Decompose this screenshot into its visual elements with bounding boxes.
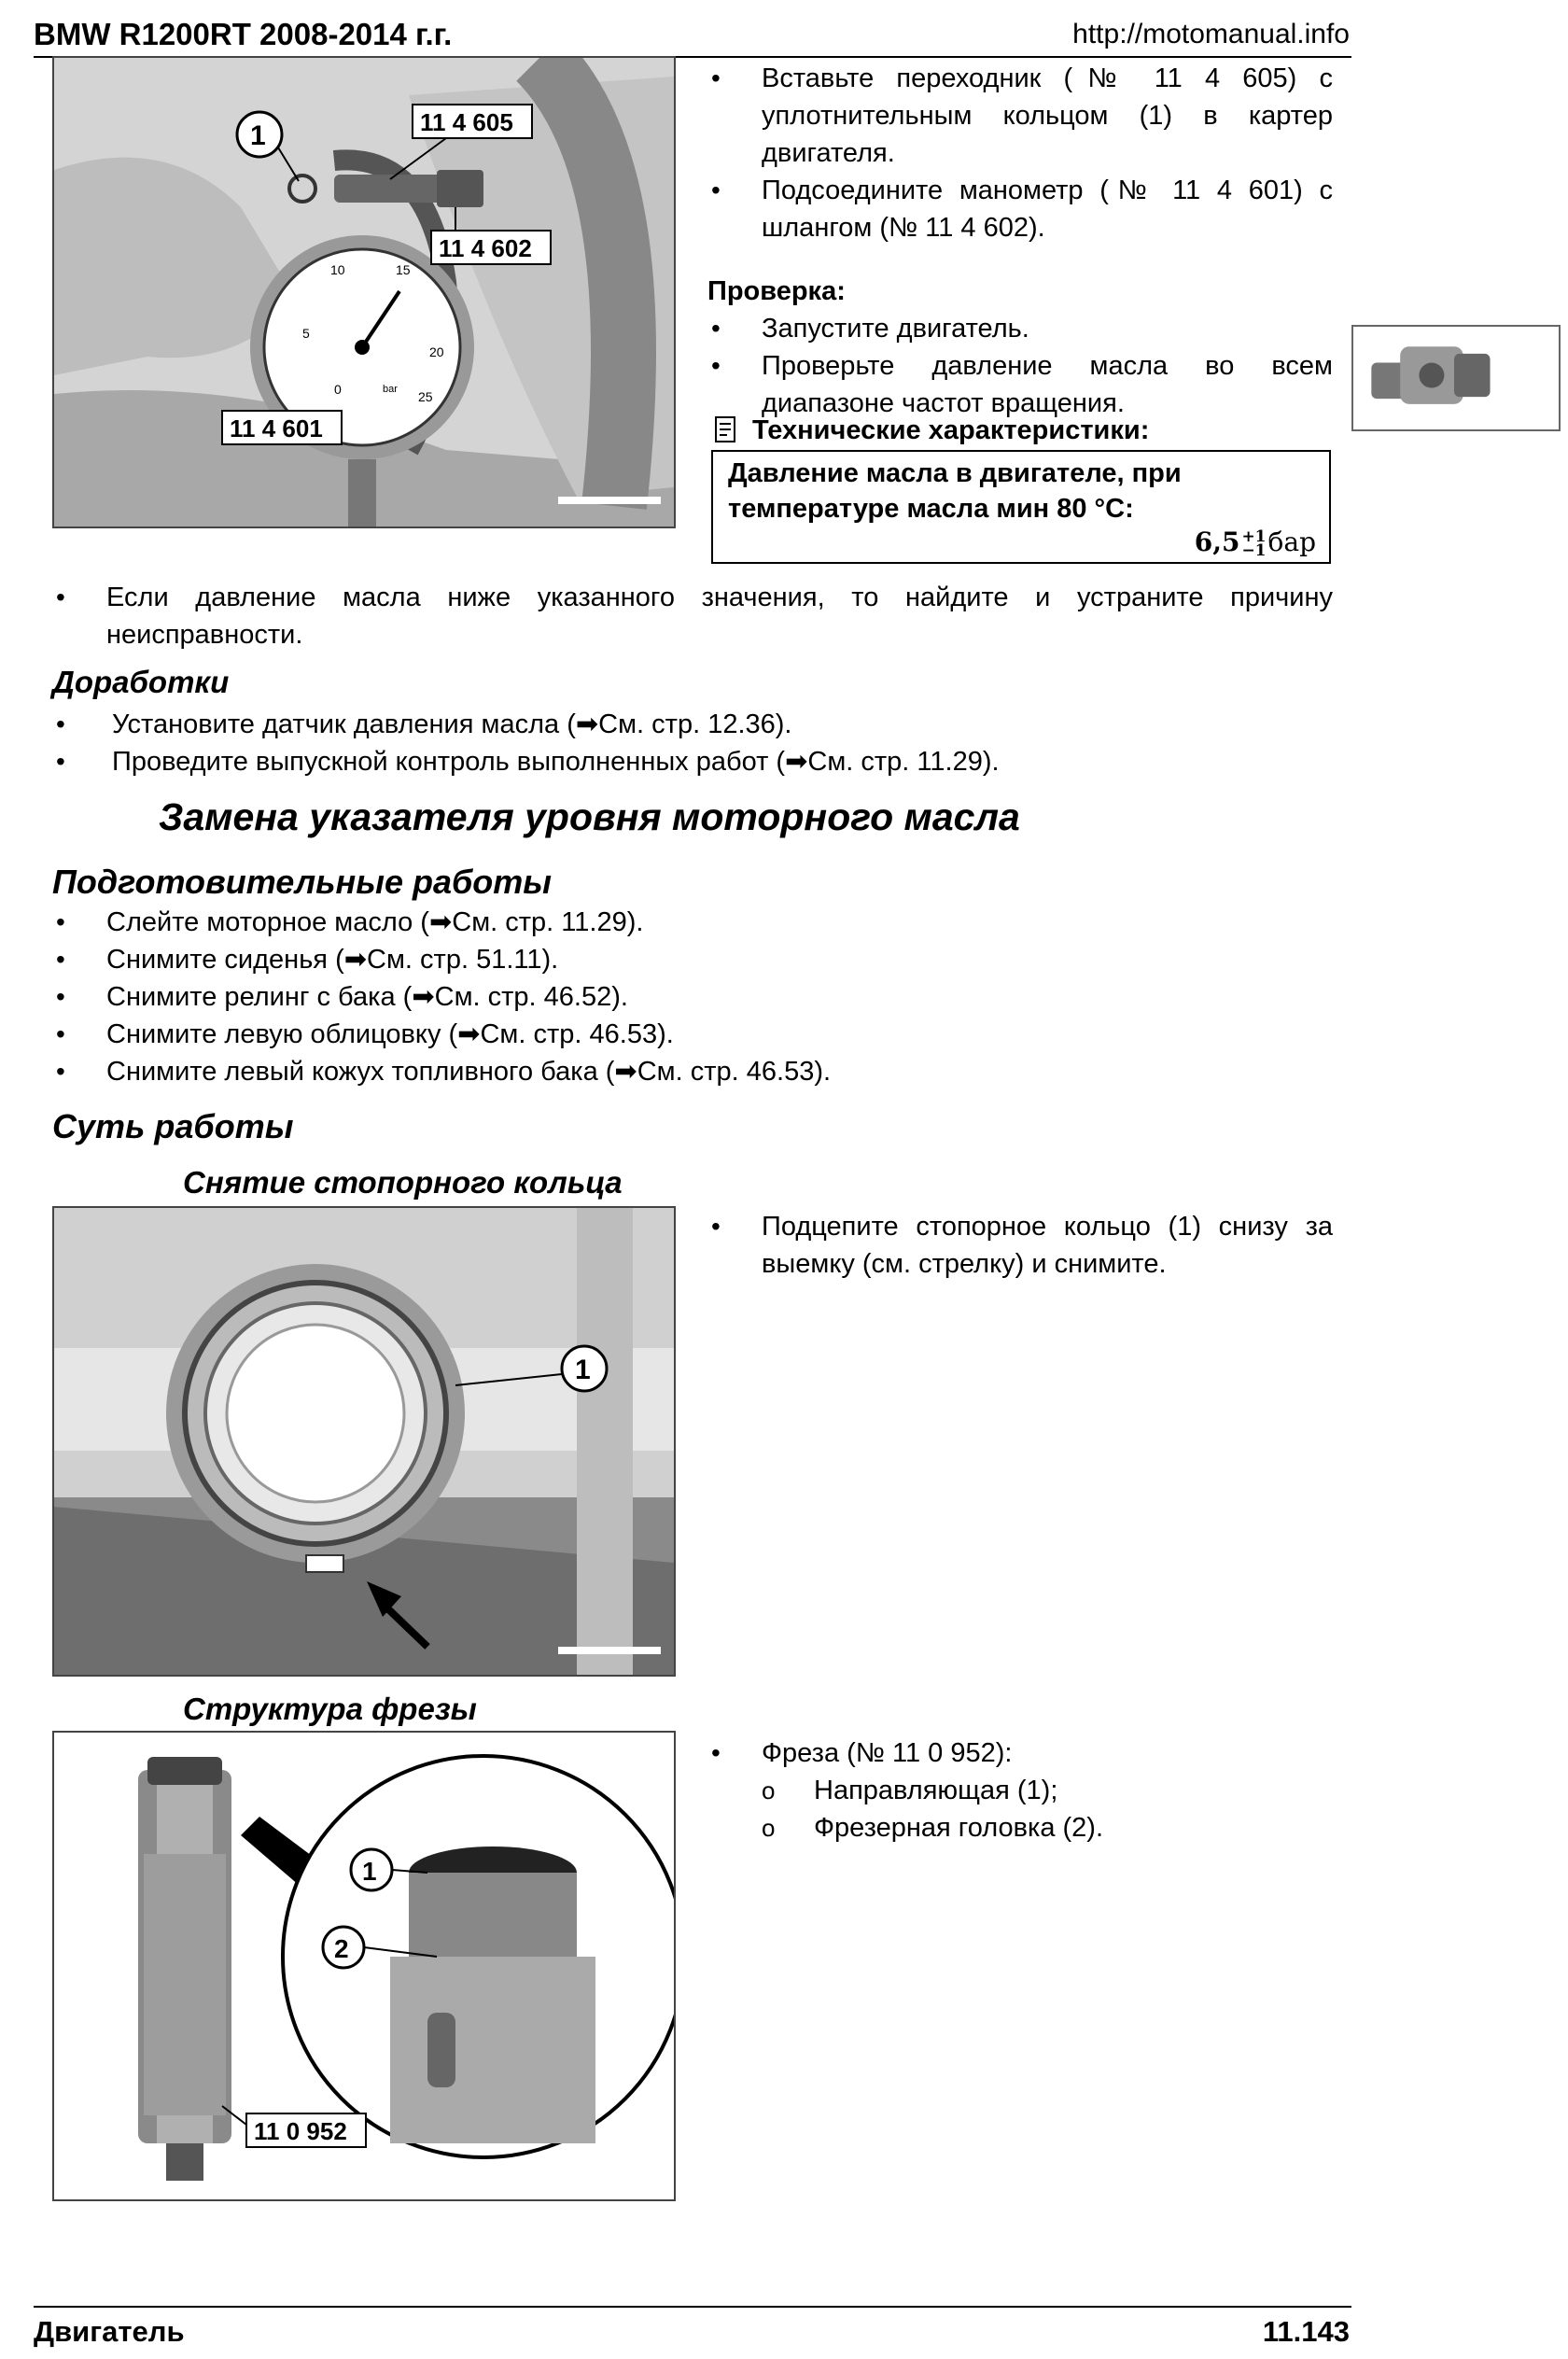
cutter-illustration <box>54 1733 674 2199</box>
retaining-ring-figure <box>52 1206 676 1677</box>
gauge-tick-5: 5 <box>302 326 310 341</box>
ring-steps <box>707 1208 1333 1283</box>
mill-title: Структура фрезы <box>183 1692 477 1726</box>
check-steps <box>707 310 1333 422</box>
list-item: • Подцепите стопорное кольцо (1) снизу за выемку (см. стрелку) и снимите. <box>707 1208 1333 1283</box>
list-item: o Фрезерная головка (2). <box>707 1809 1333 1846</box>
list-item: o Направляющая (1); <box>707 1772 1333 1809</box>
callout-gauge: 11 4 601 <box>230 414 323 442</box>
list-item: • Если давление масла ниже указанного значения, то найдите и устраните причину неисправности. <box>52 579 1333 653</box>
install-steps <box>707 60 1333 246</box>
footer-rule <box>34 2306 1351 2308</box>
footer-section: Двигатель <box>34 2315 185 2348</box>
list-item: • Проверьте давление масла во всем диапазоне частот вращения. <box>707 347 1333 422</box>
callout-1: 1 <box>250 120 266 151</box>
callout-adapter: 11 4 605 <box>420 108 513 136</box>
page-ref-link[interactable]: ➡См. стр. 11.29 <box>785 747 983 777</box>
specs-block <box>711 414 1331 564</box>
ring-title: Снятие стопорного кольца <box>183 1165 623 1200</box>
specs-table <box>711 450 1331 564</box>
ring-illustration <box>54 1208 674 1675</box>
mill-steps <box>707 1734 1333 1846</box>
list-item: • Снимите левый кожух топливного бака (➡См. стр. 46.53). <box>52 1053 1333 1090</box>
mill-callout-1: 1 <box>362 1857 377 1886</box>
page-ref-link[interactable]: ➡См. стр. 12.36 <box>575 709 776 739</box>
specs-label: Давление масла в двигателе, при температуре масла мин 80 °C: <box>728 458 1182 524</box>
document-title: BMW R1200RT 2008-2014 г.г. <box>34 17 453 51</box>
essence-title: Суть работы <box>52 1107 294 1145</box>
page-ref-link[interactable]: ➡См. стр. 46.53 <box>614 1057 815 1087</box>
finishing-title: Доработки <box>52 665 230 699</box>
gauge-tick-15: 15 <box>396 262 411 277</box>
gauge-tick-25: 25 <box>418 389 433 404</box>
page-ref-link[interactable]: ➡См. стр. 11.29 <box>428 907 627 937</box>
gauge-tick-0: 0 <box>334 382 342 397</box>
engine-icon <box>1353 327 1555 426</box>
list-item: • Подсоедините манометр (№ 11 4 601) с шлангом (№ 11 4 602). <box>707 172 1333 246</box>
list-item: • Установите датчик давления масла (➡См. стр. 12.36). <box>52 706 1333 743</box>
specs-title: Технические характеристики: <box>752 414 1150 445</box>
mill-callout-part: 11 0 952 <box>254 2117 347 2145</box>
finishing-steps <box>52 706 1333 780</box>
list-item: • Снимите сиденья (➡См. стр. 51.11). <box>52 941 1333 978</box>
mill-callout-2: 2 <box>334 1934 349 1963</box>
page-ref-link[interactable]: ➡См. стр. 46.53 <box>457 1019 658 1049</box>
site-url[interactable]: http://motomanual.info <box>1072 19 1350 49</box>
check-title: Проверка: <box>707 276 846 306</box>
prep-steps <box>52 904 1333 1090</box>
callout-hose: 11 4 602 <box>439 234 532 262</box>
pressure-note <box>52 579 1333 653</box>
list-item: • Снимите левую облицовку (➡См. стр. 46.53). <box>52 1016 1333 1053</box>
gauge-tick-10: 10 <box>330 262 345 277</box>
list-item: • Слейте моторное масло (➡См. стр. 11.29). <box>52 904 1333 941</box>
list-item: • Проведите выпускной контроль выполненных работ (➡См. стр. 11.29). <box>52 743 1333 780</box>
list-item: • Вставьте переходник (№ 11 4 605) с уплотнительным кольцом (1) в картер двигателя. <box>707 60 1333 172</box>
gauge-illustration <box>54 58 674 527</box>
list-item: • Снимите релинг с бака (➡См. стр. 46.52). <box>52 978 1333 1016</box>
specs-value: 6,5 +1 −1 бар <box>1194 527 1316 560</box>
list-item: • Запустите двигатель. <box>707 310 1333 347</box>
engine-section-tab <box>1351 325 1561 431</box>
prep-title: Подготовительные работы <box>52 863 553 901</box>
section-title: Замена указателя уровня моторного масла <box>159 795 1020 838</box>
ring-callout-1: 1 <box>575 1355 591 1385</box>
page-ref-link[interactable]: ➡См. стр. 46.52 <box>412 982 612 1012</box>
list-item: • Фреза (№ 11 0 952): <box>707 1734 1333 1772</box>
gauge-unit: bar <box>383 384 398 395</box>
specs-icon <box>711 414 743 446</box>
milling-cutter-figure <box>52 1731 676 2201</box>
page-number: 11.143 <box>1262 2315 1350 2348</box>
oil-pressure-gauge-figure <box>52 56 676 528</box>
gauge-tick-20: 20 <box>429 344 444 359</box>
page-ref-link[interactable]: ➡См. стр. 51.11 <box>343 945 542 975</box>
